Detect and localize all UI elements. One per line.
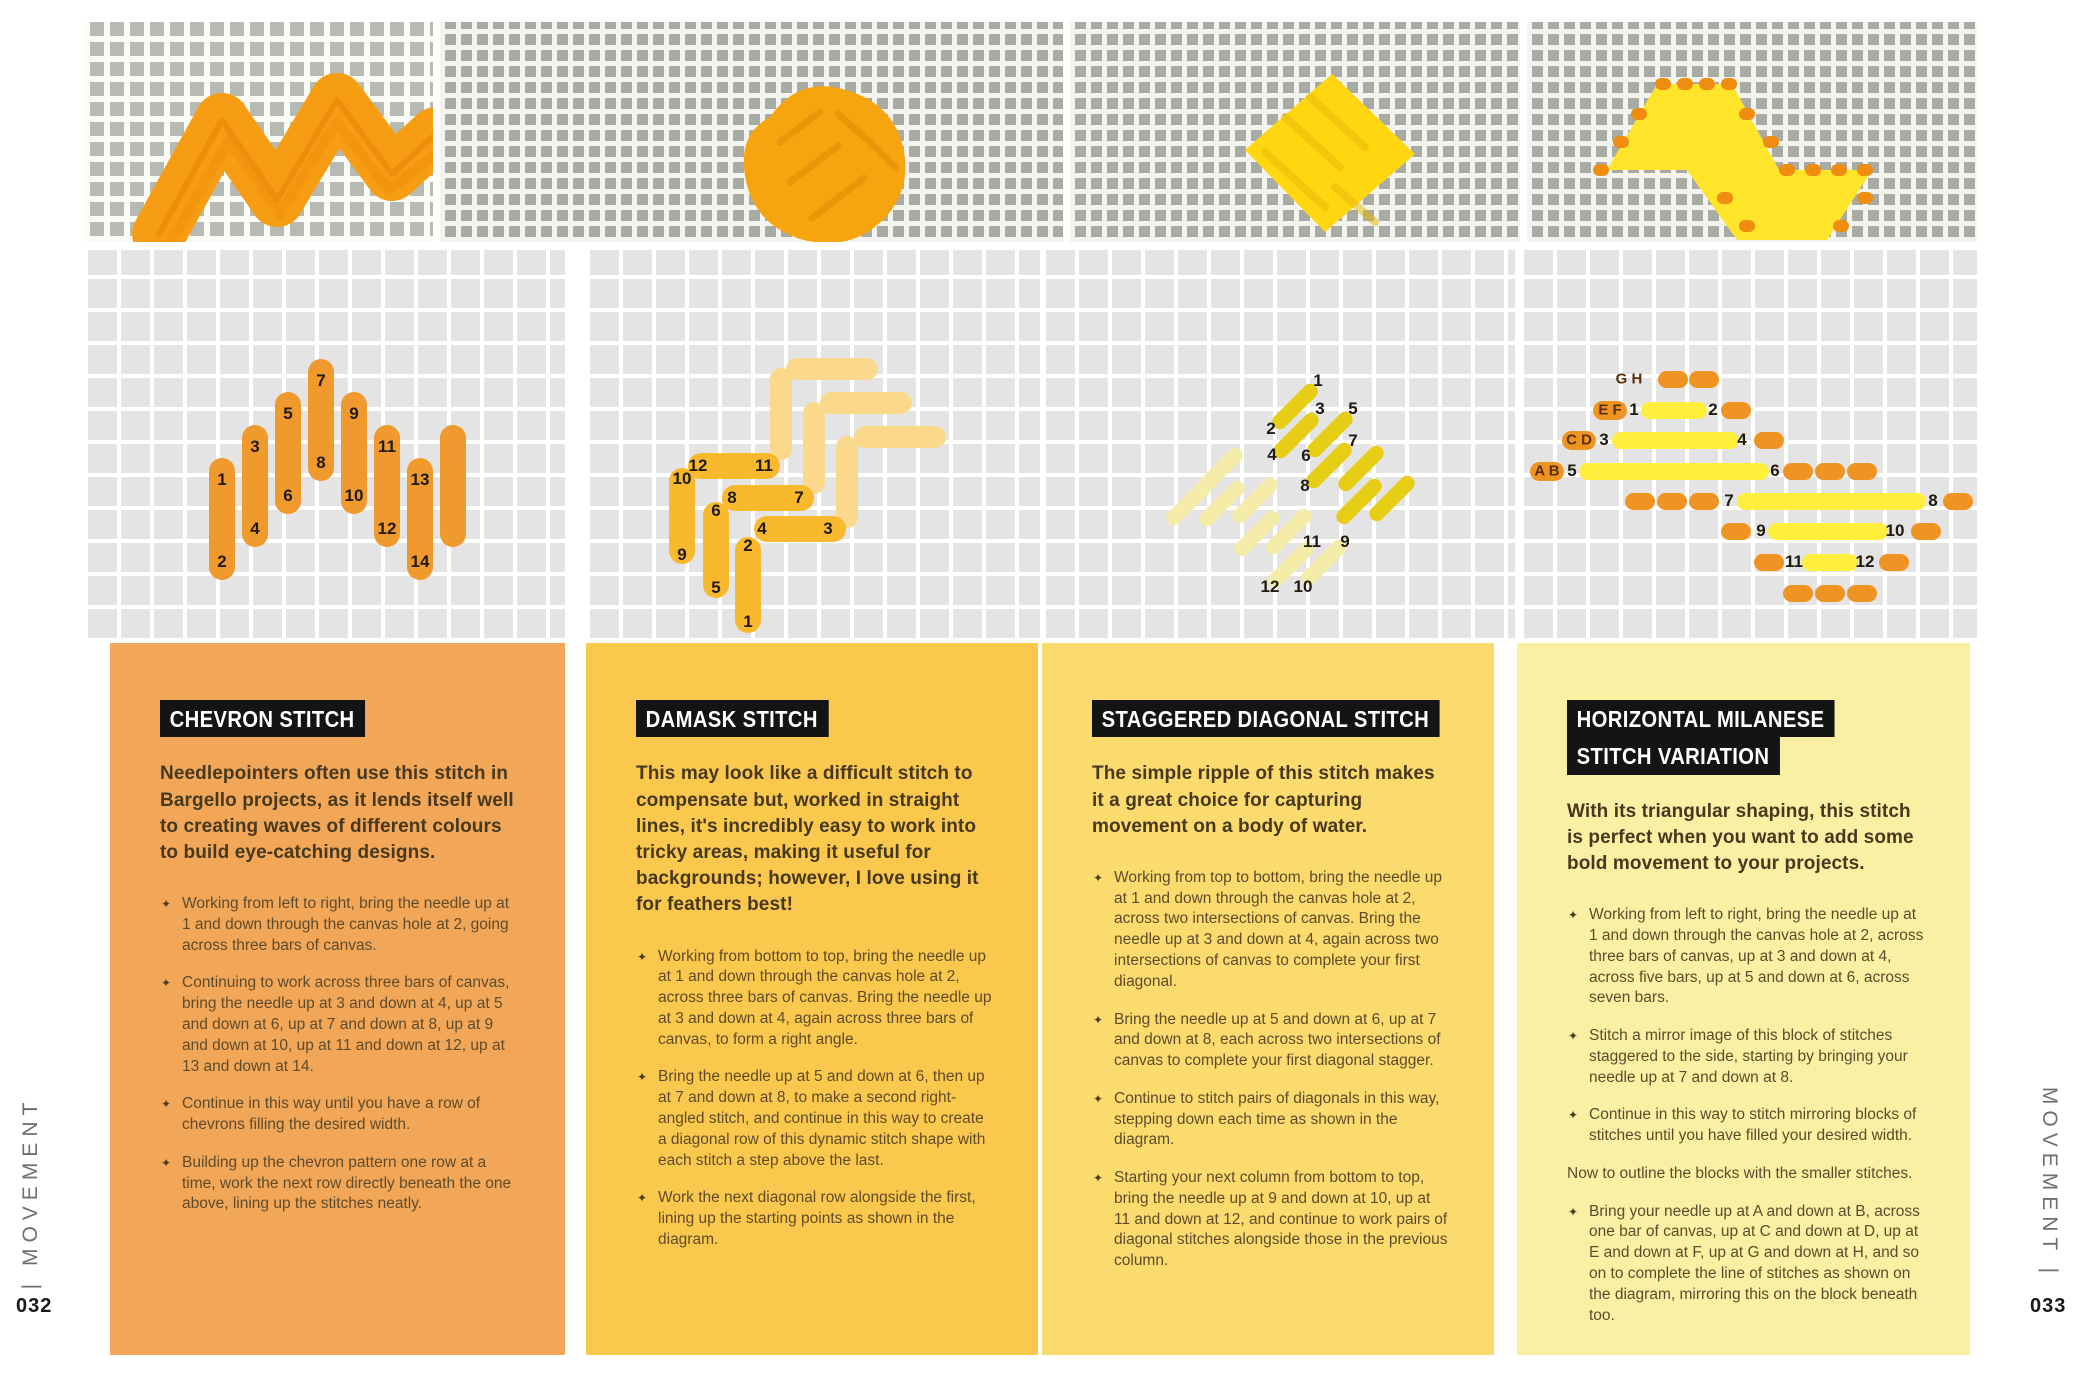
instruction-text: Continuing to work across three bars of canvas, bring the needle up at 3 and down at 4, up at 5 and down at 6, up at 7 and down at 8, up at 9 and down at 10, up at 11 and down at 12, up at 13 and down at 14. — [182, 974, 510, 1075]
stitch-bar — [1641, 402, 1707, 419]
stitch-point-label: 12 — [688, 456, 708, 475]
instruction-list — [160, 894, 521, 1215]
bullet-diamond-icon: ✦ — [1093, 1091, 1104, 1106]
instruction-bullet — [1567, 1026, 1926, 1088]
instruction-bullet — [160, 894, 521, 956]
stitch-point-label: 1 — [1313, 371, 1323, 390]
instruction-bullet — [1092, 868, 1450, 993]
stitch-bar — [1911, 523, 1941, 540]
stitch-bar — [1625, 493, 1655, 510]
panel-intro: The simple ripple of this stitch makes it a great choice for capturing movement on a body of water. — [1092, 763, 1435, 837]
stitch-point-label: 12 — [1260, 577, 1280, 596]
instruction-text: Continue in this way until you have a row of chevrons filling the desired width. — [182, 1095, 481, 1134]
stitch-bar — [1579, 463, 1769, 480]
bullet-diamond-icon: ✦ — [1568, 1108, 1579, 1123]
bullet-diamond-icon: ✦ — [637, 1191, 648, 1206]
stitch-point-label: 10 — [672, 469, 692, 488]
stitch-photo-chevron — [84, 22, 433, 242]
milanese-yarn-illustration — [1527, 22, 1977, 242]
stitch-point-label: C D — [1566, 431, 1592, 449]
stitch-bar — [1815, 463, 1845, 480]
stitch-point-label: 2 — [1708, 400, 1718, 419]
panel-title-line: CHEVRON STITCH — [160, 700, 365, 737]
stitch-bar — [1815, 585, 1845, 602]
bullet-diamond-icon: ✦ — [161, 1155, 172, 1170]
stitch-bar — [1802, 554, 1858, 571]
stitch-point-label: 13 — [410, 470, 430, 489]
instruction-text: Building up the chevron pattern one row at a time, work the next row directly beneath the one above, lining up the stitches neatly. — [182, 1153, 512, 1213]
stitch-point-label: 5 — [1567, 461, 1577, 480]
stitch-point-label: 5 — [283, 404, 293, 423]
instruction-text: Bring the needle up at 5 and down at 6, then up at 7 and down at 8, to make a second right-angled stitch, and continue in this way to create a diagonal row of this dynamic stitch shape with each stitch a step above the last. — [658, 1068, 986, 1169]
stitch-bar — [440, 425, 466, 547]
stitch-point-label: 10 — [1885, 521, 1905, 540]
page-number-right: 033 — [2030, 1295, 2067, 1317]
instruction-bullet — [160, 1153, 521, 1215]
stitch-bar — [1783, 463, 1813, 480]
bullet-diamond-icon: ✦ — [1568, 1029, 1579, 1044]
right-margin-chapter-label: MOVEMENT | — [2038, 1086, 2061, 1280]
stitch-bar — [1754, 554, 1784, 571]
stitch-bar — [1943, 493, 1973, 510]
stitch-point-label: 8 — [1928, 491, 1938, 510]
stitch-point-label: 10 — [1293, 577, 1313, 596]
stitch-point-label: A B — [1534, 462, 1560, 480]
stitch-point-label: 4 — [757, 519, 767, 538]
instruction-text: Continue to stitch pairs of diagonals in this way, stepping down each time as shown in the diagram. — [1114, 1089, 1440, 1149]
bullet-diamond-icon: ✦ — [1568, 1204, 1579, 1219]
panel-title-line: STAGGERED DIAGONAL STITCH — [1092, 700, 1440, 737]
panel-staggered-diagonal-stitch — [1042, 643, 1494, 1355]
panel-title — [1567, 700, 1926, 775]
page-number-left: 032 — [16, 1295, 53, 1317]
stitch-point-label: 8 — [316, 453, 326, 472]
stitch-point-label: 9 — [677, 545, 687, 564]
bullet-diamond-icon: ✦ — [161, 1097, 172, 1112]
stitch-point-label: 2 — [1266, 419, 1276, 438]
bullet-diamond-icon: ✦ — [161, 976, 172, 991]
panel-intro: Needlepointers often use this stitch in Bargello projects, as it lends itself well to creating waves of different colours to build eye-catching designs. — [160, 763, 514, 863]
stitch-bar — [1754, 432, 1784, 449]
stitch-point-label: 4 — [1737, 430, 1747, 449]
stitch-bar — [820, 392, 912, 414]
instruction-list — [636, 947, 994, 1251]
instruction-text: Starting your next column from bottom to top, bring the needle up at 9 and down at 10, up at 11 and down at 12, and continue to work pairs of diagonal stitches alongside those in the previous column. — [1114, 1169, 1448, 1270]
stitch-point-label: 3 — [1315, 399, 1325, 418]
instruction-text: Work the next diagonal row alongside the first, lining up the starting points as shown in the diagram. — [658, 1189, 976, 1248]
panel-intro: With its triangular shaping, this stitch is perfect when you want to add some bold movement to your projects. — [1567, 800, 1914, 875]
stitch-point-label: 3 — [1599, 430, 1609, 449]
stitch-point-label: 5 — [711, 578, 721, 597]
stitch-point-label: 1 — [217, 470, 227, 489]
instruction-bullet — [1092, 1089, 1450, 1151]
instruction-bullet — [636, 1067, 994, 1171]
stitch-point-label: 2 — [217, 552, 227, 571]
instruction-bullet — [636, 947, 994, 1051]
stitch-bar — [854, 426, 946, 448]
instruction-text: Stitch a mirror image of this block of stitches staggered to the side, starting by bringing your needle up at 7 and down at 8. — [1589, 1027, 1908, 1086]
instruction-bullet — [1092, 1010, 1450, 1072]
panel-title-line: DAMASK STITCH — [636, 700, 828, 737]
stitch-diagram-chevron — [84, 250, 565, 642]
stitch-point-label: 9 — [1756, 521, 1766, 540]
panel-title-line: HORIZONTAL MILANESE — [1567, 700, 1835, 737]
instruction-bullet — [1567, 1105, 1926, 1147]
stitch-bar — [1612, 432, 1739, 449]
stitch-point-label: 7 — [316, 371, 326, 390]
stitch-bar — [1737, 493, 1926, 510]
stitch-point-label: 3 — [250, 437, 260, 456]
panel-title — [1092, 700, 1450, 737]
bullet-diamond-icon: ✦ — [1093, 1012, 1104, 1027]
stitch-point-label: 2 — [743, 536, 753, 555]
stitch-point-label: 8 — [727, 488, 737, 507]
panel-damask-stitch — [586, 643, 1038, 1355]
stitch-bar — [1658, 371, 1688, 388]
stitch-point-label: 6 — [711, 501, 721, 520]
stitch-photo-staggered-diagonal — [1070, 22, 1520, 242]
stitch-diagram-staggered-diagonal — [1042, 250, 1515, 642]
stitch-diagram-damask — [586, 250, 1040, 642]
stitch-bar — [1768, 523, 1888, 540]
instruction-text: Continue in this way to stitch mirroring blocks of stitches until you have filled your desired width. — [1589, 1106, 1917, 1145]
bullet-diamond-icon: ✦ — [161, 897, 172, 912]
stitch-point-label: 3 — [823, 519, 833, 538]
stitch-bar — [1783, 585, 1813, 602]
chevron-yarn-illustration — [84, 22, 433, 242]
instruction-text: Working from left to right, bring the needle up at 1 and down through the canvas hole at 2, across three bars of canvas, up at 3 and down at 4, across five bars, up at 5 and down at 6, across seven bars. — [1589, 906, 1924, 1007]
instruction-list — [1567, 905, 1926, 1326]
stitch-point-label: 4 — [250, 519, 260, 538]
panel-intro: This may look like a difficult stitch to compensate but, worked in straight lines, it's incredibly easy to work into tricky areas, making it useful for backgrounds; however, I love using it for feathers best! — [636, 763, 979, 916]
panel-title-line: STITCH VARIATION — [1567, 737, 1780, 774]
stitch-photo-damask — [440, 22, 1063, 242]
stitch-point-label: 11 — [1785, 552, 1803, 571]
stitch-point-label: 10 — [344, 486, 364, 505]
stitch-photo-milanese — [1527, 22, 1977, 242]
stitch-point-label: 1 — [743, 612, 753, 631]
stitch-point-label: 7 — [1348, 431, 1358, 450]
instruction-bullet — [160, 973, 521, 1077]
stitch-bar — [1879, 554, 1909, 571]
stitch-bar — [1689, 493, 1719, 510]
left-margin-chapter-label: | MOVEMENT — [19, 1096, 42, 1290]
panel-milanese-stitch-variation — [1517, 643, 1970, 1355]
instruction-bullet — [1567, 1202, 1926, 1327]
stitch-point-label: 7 — [1724, 491, 1734, 510]
stitch-point-label: 11 — [1303, 532, 1321, 551]
stitch-point-label: 9 — [1340, 532, 1350, 551]
instruction-text: Working from top to bottom, bring the needle up at 1 and down through the canvas hole at 2, across two intersections of canvas. Bring the needle up at 3 and down at 4, again across two intersections of canvas to complete your first diagonal. — [1114, 868, 1442, 990]
instruction-text: Bring your needle up at A and down at B, across one bar of canvas, up at C and down at D, up at E and down at F, up at G and down at H, and so on to complete the line of stitches as shown on the diagram, mirroring this on the block beneath too. — [1589, 1202, 1920, 1324]
stitch-diagram-milanese — [1520, 250, 1977, 642]
stitch-bar — [1657, 493, 1687, 510]
panel-chevron-stitch — [110, 643, 565, 1355]
instruction-text: Bring the needle up at 5 and down at 6, up at 7 and down at 8, each across two intersections of canvas to complete your first diagonal stagger. — [1114, 1010, 1441, 1070]
stitch-bar — [1847, 463, 1877, 480]
stitch-point-label: 7 — [794, 488, 804, 507]
panel-title — [636, 700, 994, 737]
stitch-point-label: 11 — [755, 456, 773, 475]
instruction-text: Working from left to right, bring the needle up at 1 and down through the canvas hole at 2, going across three bars of canvas. — [182, 895, 510, 954]
stitch-point-label: 14 — [410, 552, 430, 571]
stitch-point-label: 4 — [1267, 445, 1277, 464]
stitch-point-label: E F — [1598, 401, 1622, 419]
stitch-point-label: 11 — [378, 437, 396, 456]
stitch-point-label: 8 — [1300, 476, 1310, 495]
stitch-point-label: 5 — [1348, 399, 1358, 418]
stitch-bar — [1721, 402, 1751, 419]
bullet-diamond-icon: ✦ — [637, 1070, 648, 1085]
stitch-bar — [770, 368, 792, 460]
instruction-bullet — [636, 1188, 994, 1250]
instruction-bullet — [1092, 1168, 1450, 1272]
stitch-bar — [1847, 585, 1877, 602]
stitch-bar — [836, 436, 858, 528]
instruction-bullet — [160, 1094, 521, 1136]
stitch-bar — [1689, 371, 1719, 388]
bullet-diamond-icon: ✦ — [1093, 1171, 1104, 1186]
stitch-point-label: G H — [1615, 370, 1643, 388]
diagonal-yarn-illustration — [1070, 22, 1520, 242]
instruction-list — [1092, 868, 1450, 1272]
stitch-point-label: 12 — [1855, 552, 1875, 571]
stitch-bar — [1721, 523, 1751, 540]
stitch-point-label: 6 — [1301, 446, 1311, 465]
stitch-point-label: 9 — [349, 404, 359, 423]
instruction-bullet — [1567, 905, 1926, 1009]
bullet-diamond-icon: ✦ — [637, 949, 648, 964]
stitch-bar — [786, 358, 878, 380]
instruction-text: Now to outline the blocks with the smaller stitches. — [1567, 1164, 1913, 1182]
instruction-note — [1567, 1164, 1926, 1185]
panel-title — [160, 700, 521, 737]
stitch-bar — [803, 402, 825, 494]
stitch-point-label: 6 — [1770, 461, 1780, 480]
instruction-text: Working from bottom to top, bring the needle up at 1 and down through the canvas hole at 2, across three bars of canvas. Bring the needle up at 3 and down at 4, again across three bars of canvas, to form a right angle. — [658, 947, 992, 1048]
stitch-point-label: 6 — [283, 486, 293, 505]
stitch-point-label: 12 — [377, 519, 397, 538]
damask-yarn-illustration — [440, 22, 1063, 242]
bullet-diamond-icon: ✦ — [1093, 870, 1104, 885]
bullet-diamond-icon: ✦ — [1568, 908, 1579, 923]
stitch-point-label: 1 — [1629, 400, 1639, 419]
